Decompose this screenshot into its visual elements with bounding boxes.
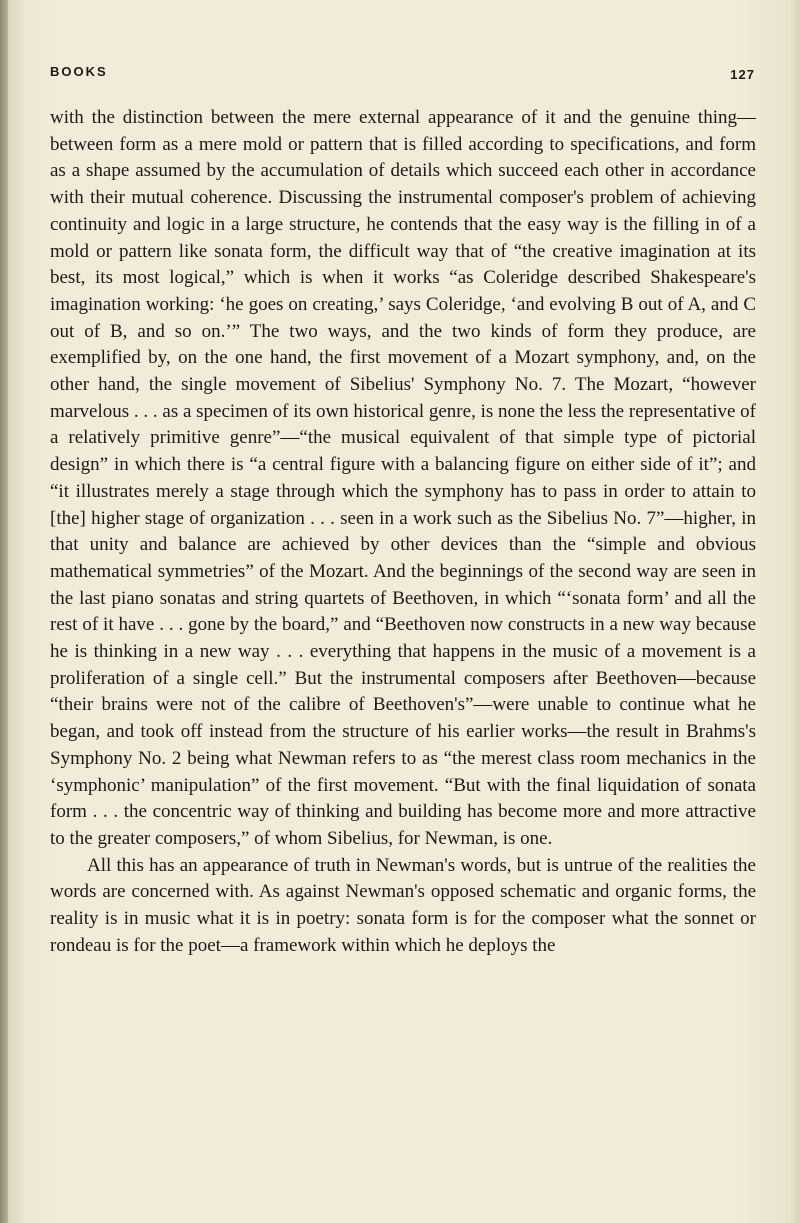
body-text <box>50 105 756 960</box>
page-header <box>50 64 755 86</box>
paragraph-continued: with the distinction between the mere external appearance of it and the genuine thing—between form as a mere mold or pattern that is filled according to specifications, and form as a shape assumed by the accumulation of details which succeed each other in accordance with their mutual coherence. Discussing the instrumental composer's problem of achieving continuity and logic in a large structure, he contends that the easy way is the filling in of a mold or pattern like sonata form, the difficult way that of “the creative imagination at its best, its most logical,” which is when it works “as Coleridge described Shakespeare's imagination working: ‘he goes on creating,’ says Coleridge, ‘and evolving B out of A, and C out of B, and so on.’” The two ways, and the two kinds of form they produce, are exemplified by, on the one hand, the first movement of a Mozart symphony, and, on the other hand, the single movement of Sibelius' Symphony No. 7. The Mozart, “however marvelous . . . as a specimen of its own historical genre, is none the less the representative of a relatively primitive genre”—“the musical equivalent of that simple type of pictorial design” in which there is “a central figure with a balancing figure on either side of it”; and “it illustrates merely a stage through which the symphony has to pass in order to attain to [the] higher stage of organization . . . seen in a work such as the Sibelius No. 7”—higher, in that unity and balance are achieved by other devices than the “simple and obvious mathematical symmetries” of the Mozart. And the beginnings of the second way are seen in the last piano sonatas and string quartets of Beethoven, in which “‘sonata form’ and all the rest of it have . . . gone by the board,” and “Beethoven now constructs in a new way because he is thinking in a new way . . . everything that happens in the music of a movement is a proliferation of a single cell.” But the instrumental composers after Beethoven—because “their brains were not of the calibre of Beethoven's”—were unable to continue what he began, and took off instead from the structure of his earlier works—the result in Brahms's Symphony No. 2 being what Newman refers to as “the merest class room mechanics in the ‘symphonic’ manipulation” of the first movement. “But with the final liquidation of sonata form . . . the concentric way of thinking and building has become more and more attractive to the greater composers,” of whom Sibelius, for Newman, is one. <box>50 107 756 849</box>
paragraph: All this has an appearance of truth in Newman's words, but is untrue of the realities the words are concerned with. As against Newman's opposed schematic and organic forms, the reality is in music what it is in poetry: sonata form is for the composer what the sonnet or rondeau is for the poet—a framework within which he deploys the <box>50 854 756 956</box>
running-head: BOOKS <box>50 64 108 79</box>
book-spine-shadow <box>0 0 8 1223</box>
page-number: 127 <box>730 67 755 82</box>
